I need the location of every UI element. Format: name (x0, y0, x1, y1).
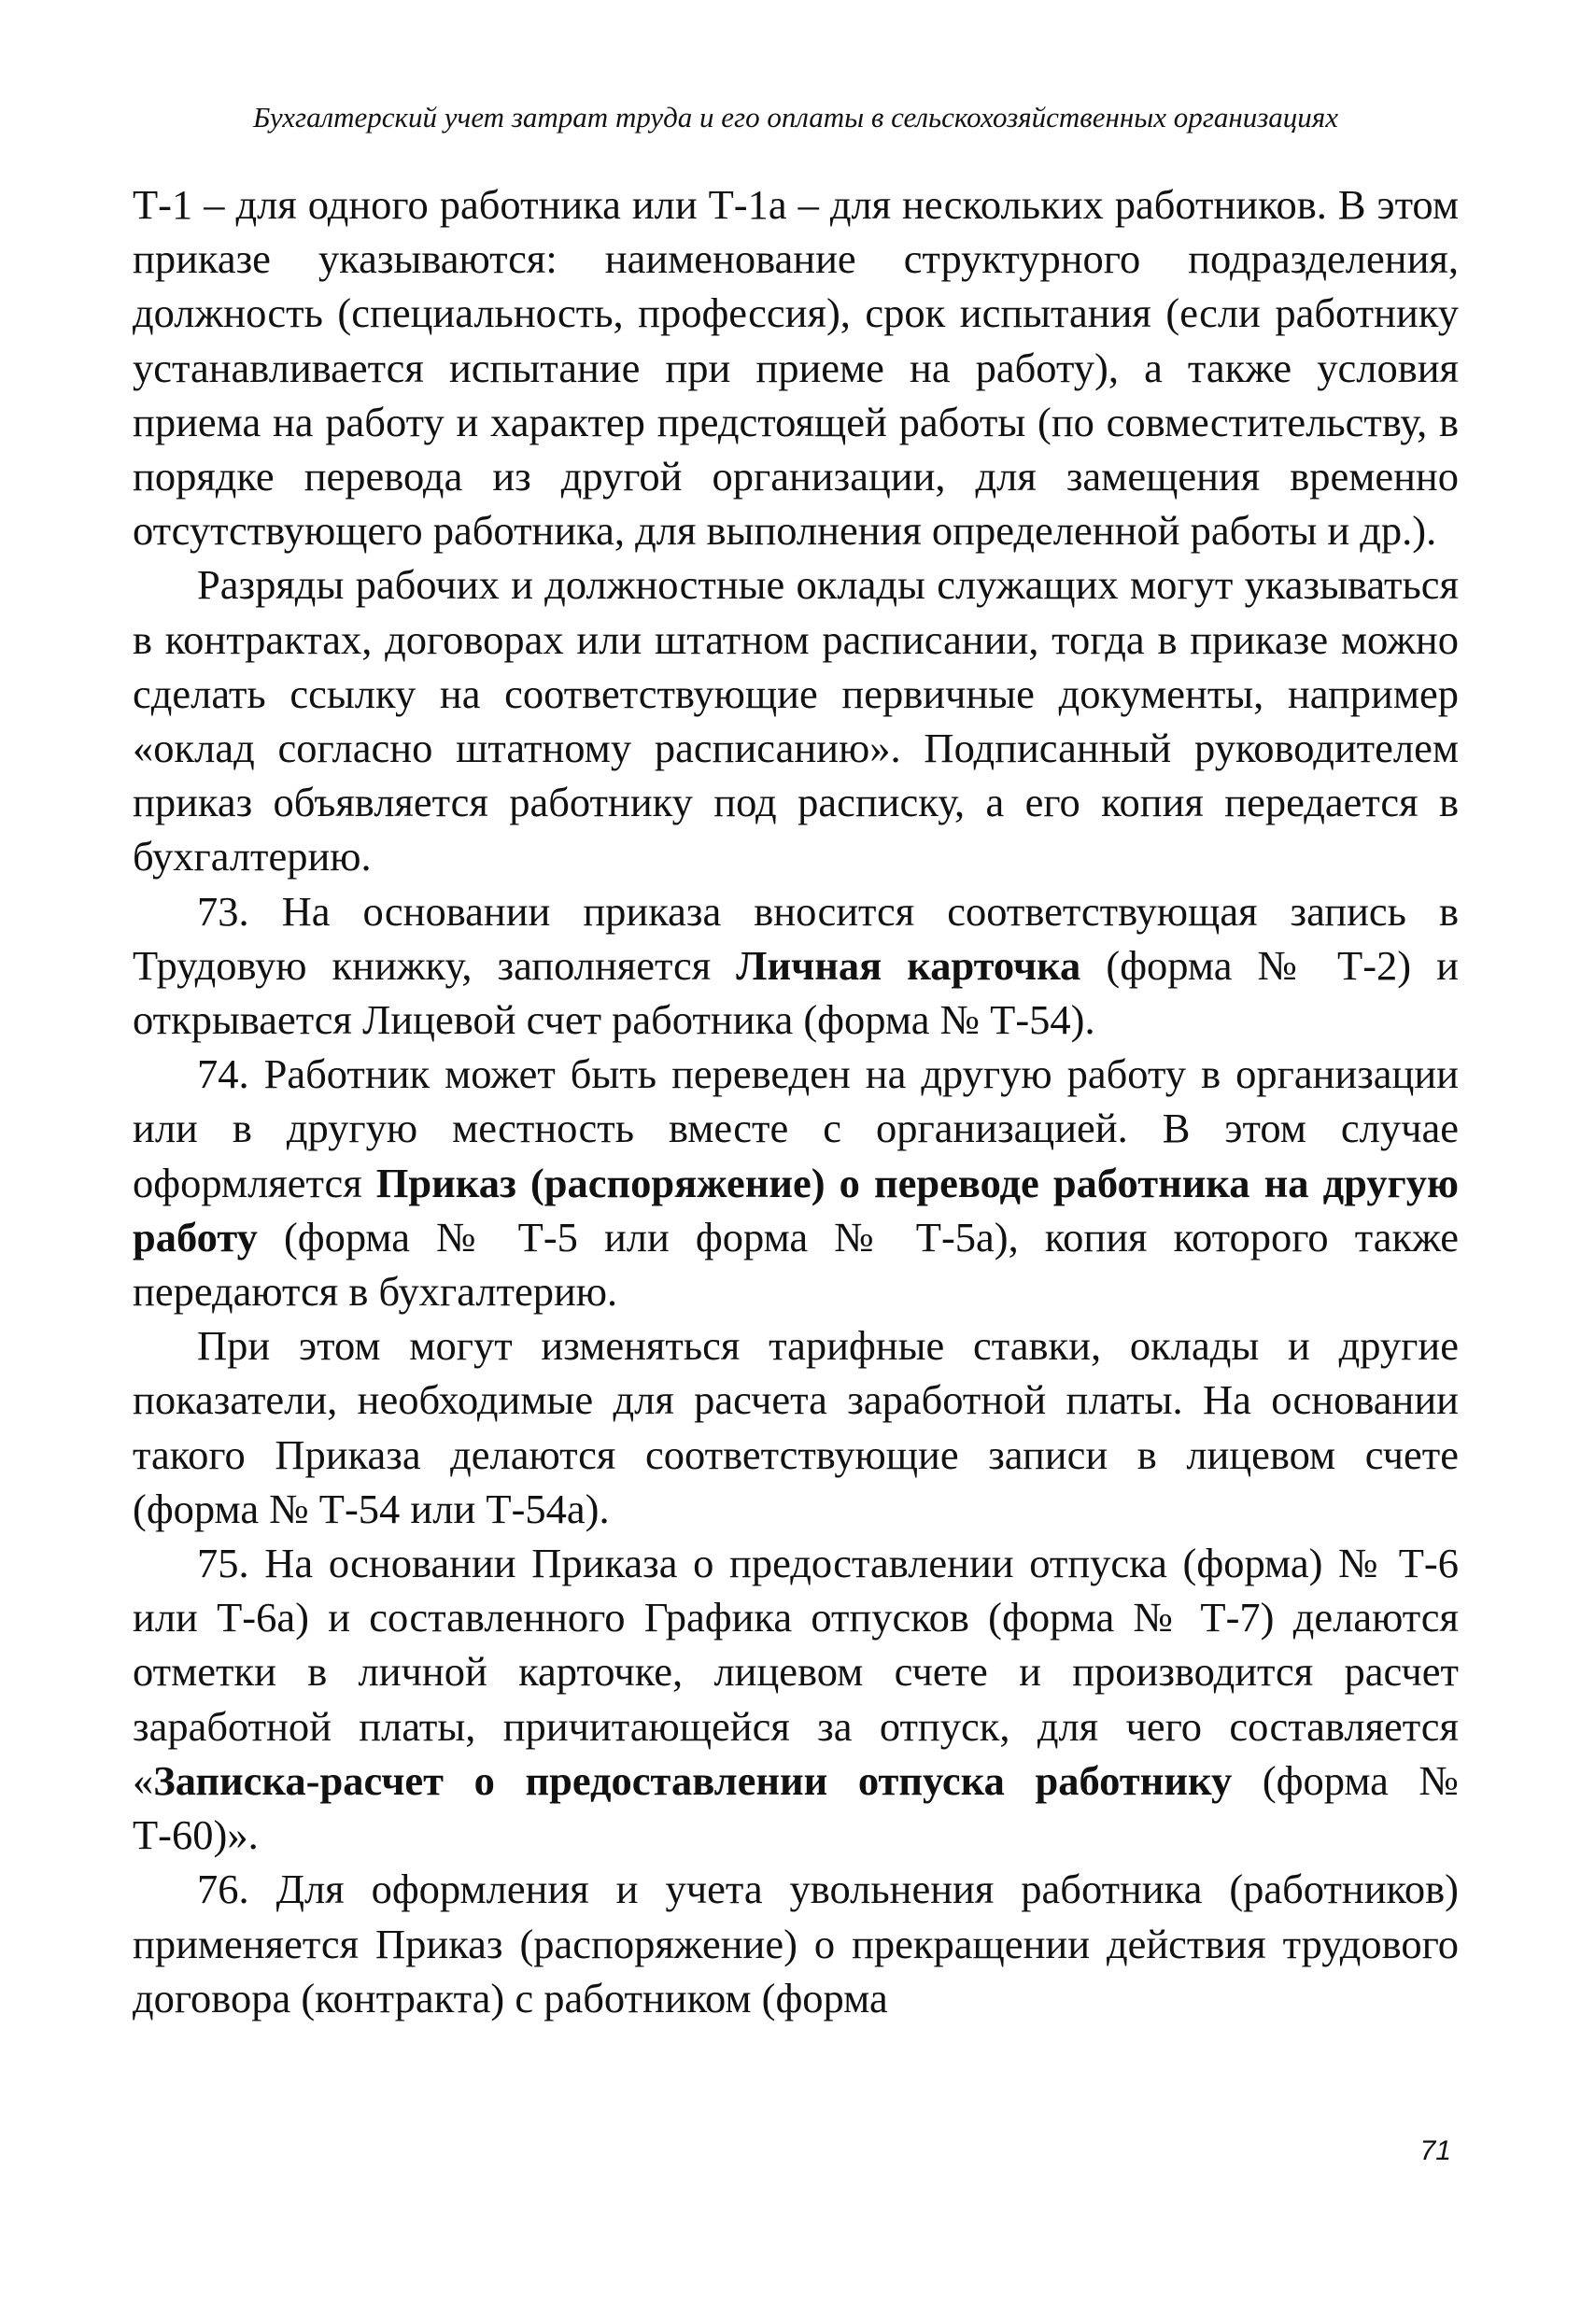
text-run: Т-1 – для одного работника или Т-1а – для нескольких работников. В этом приказе указываются: наименование структурного подразделения, должность (специальность, профессия), срок испытания (если работнику устанавливается испытание при приеме на работу), а также условия приема на работу и характер предстоящей работы (по совместительству, в порядке перевода из другой организации, для замещения временно отсутствующего работника, для выполнения определенной работы и др.). (133, 181, 1459, 555)
paragraph (133, 1047, 1459, 1318)
page-number: 71 (1419, 2135, 1451, 2166)
text-run: 75. На основании Приказа о предоставлении отпуска (форма) № Т-6 или Т-6а) и составленного Графика отпусков (форма № Т-7) делаются отметки в личной карточке, лицевом счете и производится расчет заработной платы, причитающейся за отпуск, для чего составляется « (133, 1540, 1459, 1804)
text-run: (форма № Т-2) и открывается Лицевой счет работника (форма № Т-54). (133, 941, 1459, 1044)
text-run: (форма № Т-5 или форма № Т-5а), копия которого также передаются в бухгалтерию. (133, 1213, 1459, 1316)
text-run: 73. На основании приказа вносится соответствующая запись в Трудовую книжку, заполняется (133, 887, 1459, 989)
paragraph (133, 557, 1459, 883)
paragraph (133, 884, 1459, 1048)
body-text (133, 177, 1459, 2025)
paragraph (133, 1318, 1459, 1536)
text-run: 74. Работник может быть переведен на другую работу в организации или в другую местность вместе с организацией. В этом случае оформляется (133, 1050, 1459, 1206)
paragraph (133, 177, 1459, 557)
text-run: 76. Для оформления и учета увольнения работника (работников) применяется Приказ (распоряжение) о прекращении действия трудового договора (контракта) с работником (форма (133, 1866, 1459, 2021)
text-run: При этом могут изменяться тарифные ставки, оклады и другие показатели, необходимые для расчета заработной платы. На основании такого Приказа делаются соответствующие записи в лицевом счете (форма № Т-54 или Т-54а). (133, 1322, 1459, 1532)
paragraph (133, 1536, 1459, 1862)
text-run: (форма № Т-60)». (133, 1756, 1459, 1859)
bold-term: Приказ (распоряжение) о переводе работника на другую работу (133, 1159, 1459, 1261)
running-head: Бухгалтерский учет затрат труда и его оплаты в сельскохозяйственных организациях (253, 101, 1338, 134)
bold-term: Личная карточка (736, 941, 1081, 989)
book-page (133, 97, 1459, 2282)
paragraph (133, 1862, 1459, 2025)
bold-term: Записка-расчет о предоставлении отпуска работнику (153, 1756, 1233, 1804)
text-run: Разряды рабочих и должностные оклады служащих могут указываться в контрактах, договорах или штатном расписании, тогда в приказе можно сделать ссылку на соответствующие первичные документы, например «оклад согласно штатному расписанию». Подписанный руководителем приказ объявляется работнику под расписку, а его копия передается в бухгалтерию. (133, 561, 1459, 880)
